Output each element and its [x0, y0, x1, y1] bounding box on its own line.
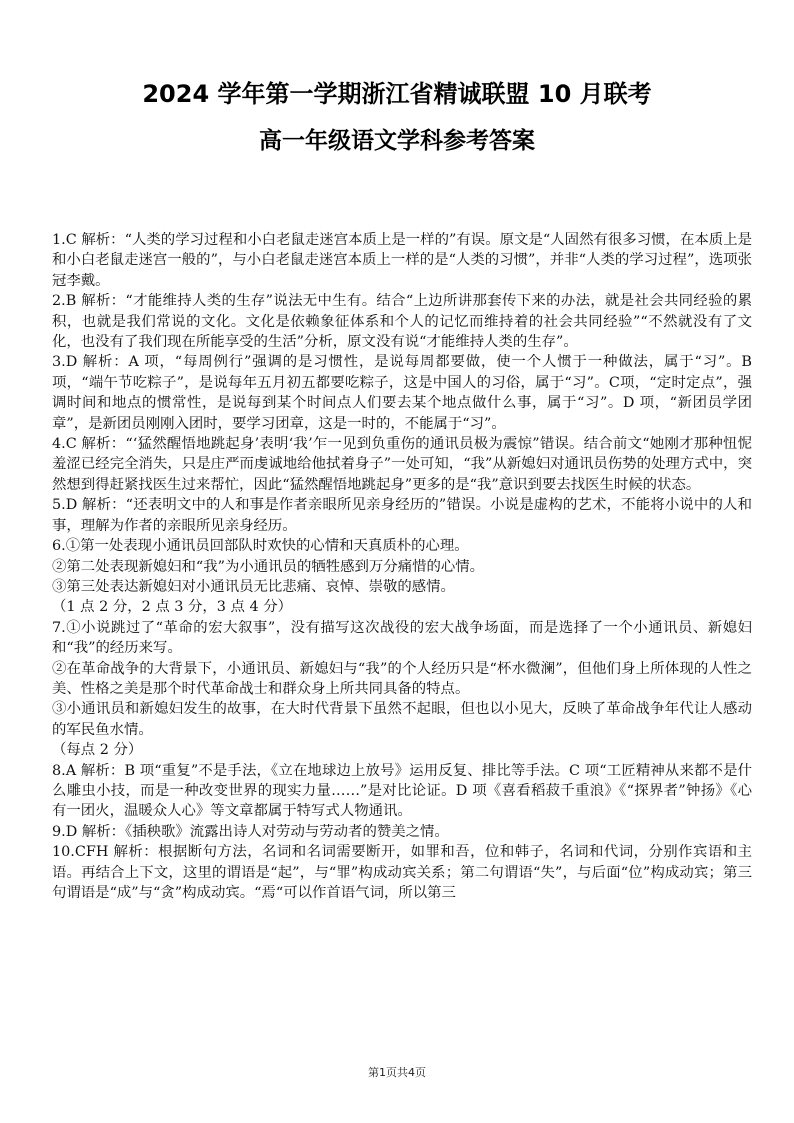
scoring-note: （每点 2 分）: [52, 742, 143, 759]
answer-paragraph: 7.①小说跳过了“革命的宏大叙事”，没有描写这次战役的宏大战争场面，而是选择了一个小通讯员、新媳妇和“我”的经历来写。: [52, 619, 752, 657]
answer-paragraph: ②第二处表现新媳妇和“我”为小通讯员的牺牲感到万分痛惜的心情。: [52, 558, 485, 575]
page-title: 2024 学年第一学期浙江省精诚联盟 10 月联考: [142, 80, 652, 108]
answer-paragraph: 10.CFH 解析：根据断句方法，名词和名词需要断开，如罪和吾，位和韩子，名词和代词，分别作宾语和主语。再结合上下文，这里的谓语是“起”，与“罪”构成动宾关系；第二句谓语“失”，与后面“位”构成动宾；第三句谓语是“成”与“贪”构成动宾。“焉“可以作首语气词，所以第三: [52, 844, 752, 901]
answer-paragraph: 1.C 解析：“人类的学习过程和小白老鼠走迷宫本质上是一样的”有误。原文是“人固然有很多习惯，在本质上是和小白老鼠走迷宫一般的”，与小白老鼠走迷宫本质上一样的是“人类的习惯”，并非“人类的学习过程”，选项张冠李戴。: [52, 232, 752, 289]
scoring-note: （1 点 2 分，2 点 3 分，3 点 4 分）: [52, 599, 293, 616]
answer-body: [52, 230, 752, 903]
answer-paragraph: 6.①第一处表现小通讯员回部队时欢快的心情和天真质朴的心理。: [52, 538, 469, 555]
answer-paragraph: 4.C 解析：“‘猛然醒悟地跳起身’表明‘我’乍一见到负重伤的通讯员极为震惊”错误。结合前文“她刚才那种忸怩羞涩已经完全消失，只是庄严而虔诚地给他拭着身子”一处可知，“我”从新媳妇对通讯员伤势的处理方式中，突然想到得赶紧找医生过来帮忙，因此“猛然醒悟地跳起身”更多的是“我”意识到要去找医生时候的状态。: [52, 436, 752, 493]
answer-paragraph: 5.D 解析：“还表明文中的人和事是作者亲眼所见亲身经历的”错误。小说是虚构的艺术，不能将小说中的人和事，理解为作者的亲眼所见亲身经历。: [52, 497, 752, 534]
answer-paragraph: ③小通讯员和新媳妇发生的故事，在大时代背景下虽然不起眼，但也以小见大，反映了革命战争年代让人感动的军民鱼水情。: [52, 701, 752, 738]
page-number: 第1页共4页: [368, 1066, 426, 1079]
page-subtitle: 高一年级语文学科参考答案: [259, 128, 535, 154]
answer-paragraph: 9.D 解析：《插秧歌》流露出诗人对劳动与劳动者的赞美之情。: [52, 823, 449, 840]
answer-paragraph: 8.A 解析：B 项“重复”不是手法，《立在地球边上放号》运用反复、排比等手法。C 项“工匠精神从来都不是什么雕虫小技，而是一种改变世界的现实力量……”是对比论证。D 项《喜看稻菽千重浪》《“探界者”钟扬》《心有一团火，温暖众人心》等文章都属于特写式人物通讯。: [52, 762, 752, 820]
answer-paragraph: 2.B 解析：“才能维持人类的生存”说法无中生有。结合“上边所讲那套传下来的办法，就是社会共同经验的累积，也就是我们常说的文化。文化是依赖象征体系和个人的记忆而维持着的社会共同经验”“不然就没有了文化，也没有了我们现在所能享受的生活”分析，原文没有说“才能维持人类的生存”。: [52, 293, 752, 351]
answer-paragraph: 3.D 解析：A 项，“每周例行”强调的是习惯性，是说每周都要做，使一个人惯于一种做法，属于“习”。B项，“端午节吃粽子”，是说每年五月初五都要吃粽子，这是中国人的习俗，属于“习”。C项，“定时定点”，强调时间和地点的惯常性，是说每到某个时间点人们要去某个地点做什么事，属于“习”。D 项，“新团员学团章”，是新团员刚刚入团时，要学习团章，这是一时的，不能属于“习”。: [52, 354, 752, 432]
answer-paragraph: ②在革命战争的大背景下，小通讯员、新媳妇与“我”的个人经历只是“杯水微澜”，但他们身上所体现的人性之美、性格之美是那个时代革命战士和群众身上所共同具备的特点。: [52, 660, 752, 697]
answer-paragraph: ③第三处表达新媳妇对小通讯员无比悲痛、哀悼、崇敬的感情。: [52, 578, 455, 595]
